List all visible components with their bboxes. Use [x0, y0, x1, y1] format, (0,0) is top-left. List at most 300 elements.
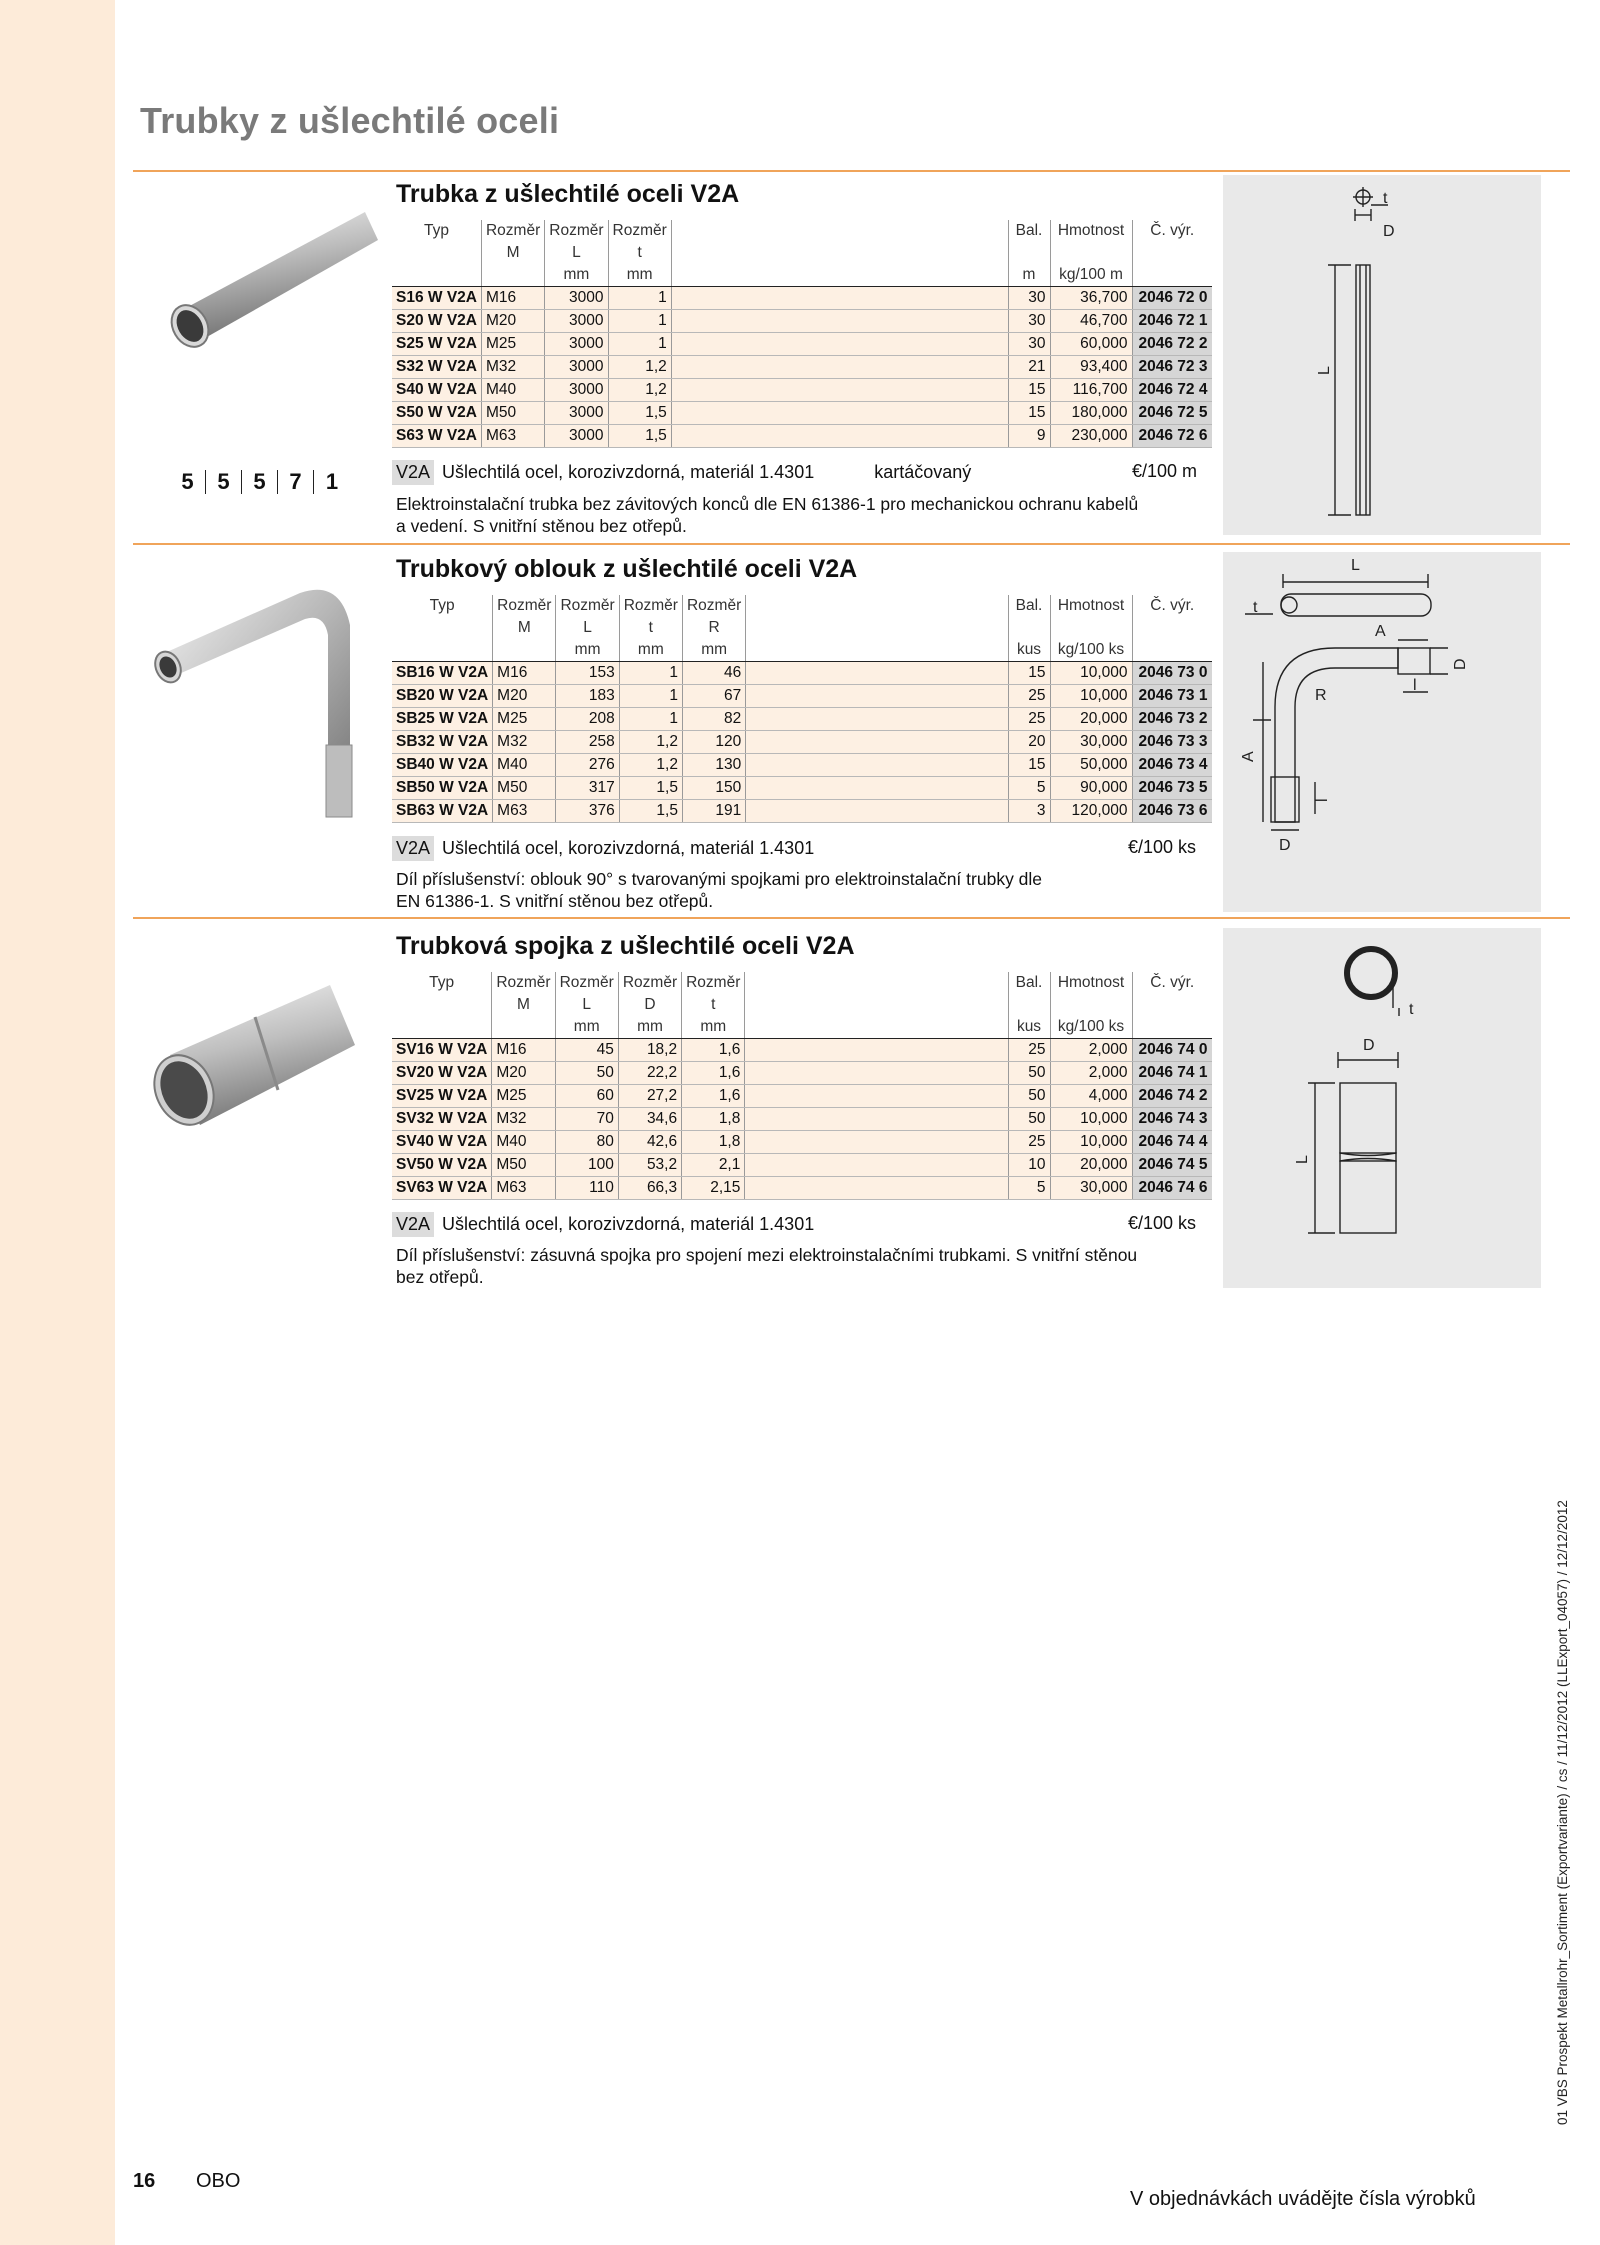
article-number: 2046 74 3 — [1132, 1108, 1212, 1131]
col-header: M — [492, 994, 555, 1016]
spacer — [671, 379, 1008, 402]
length-cell: 376 — [556, 800, 619, 823]
pack-cell: 25 — [1008, 1039, 1050, 1062]
spacer — [745, 972, 1008, 994]
length-cell: 50 — [555, 1062, 618, 1085]
thickness-cell: 1,6 — [682, 1039, 745, 1062]
col-header: Rozměr — [493, 595, 556, 617]
unit-cell: kg/100 ks — [1050, 1016, 1132, 1039]
size-cell: M50 — [492, 1154, 555, 1177]
spacer — [671, 425, 1008, 448]
table-row — [392, 356, 1212, 379]
thickness-cell: 1,8 — [682, 1131, 745, 1154]
size-cell: M20 — [493, 685, 556, 708]
price-unit: €/100 ks — [1128, 837, 1197, 857]
pack-cell: 15 — [1008, 662, 1050, 685]
col-header — [1132, 242, 1212, 264]
size-cell: M50 — [481, 402, 544, 425]
table-row — [392, 402, 1212, 425]
tube-bend-photo — [140, 565, 390, 835]
drawing-label: t — [1253, 599, 1258, 616]
col-header: Bal. — [1008, 595, 1050, 617]
table-row — [392, 287, 1212, 310]
drawing-label: R — [1315, 687, 1327, 704]
article-number: 2046 72 5 — [1132, 402, 1212, 425]
left-margin-band — [0, 0, 115, 2245]
col-header — [1050, 617, 1132, 639]
col-header: Rozměr — [555, 972, 618, 994]
col-header: Č. výr. — [1132, 220, 1212, 242]
pack-cell: 25 — [1008, 685, 1050, 708]
thickness-cell: 1,5 — [619, 800, 682, 823]
weight-cell: 4,000 — [1050, 1085, 1132, 1108]
finish-text: kartáčovaný — [874, 462, 972, 482]
material-line — [392, 460, 971, 485]
article-number: 2046 73 0 — [1132, 662, 1212, 685]
weight-cell: 2,000 — [1050, 1039, 1132, 1062]
table-row — [392, 1131, 1212, 1154]
unit-cell: kg/100 m — [1050, 264, 1132, 287]
size-cell: M40 — [492, 1131, 555, 1154]
weight-cell: 10,000 — [1050, 1108, 1132, 1131]
section-title: Trubková spojka z ušlechtilé oceli V2A — [396, 932, 855, 960]
drawing-label: D — [1363, 1037, 1375, 1054]
spacer — [745, 1039, 1008, 1062]
diameter-cell: 42,6 — [618, 1131, 681, 1154]
length-cell: 183 — [556, 685, 619, 708]
thickness-cell: 1,6 — [682, 1062, 745, 1085]
col-header: Hmotnost — [1050, 972, 1132, 994]
col-header: Rozměr — [618, 972, 681, 994]
type-cell: S32 W V2A — [392, 356, 481, 379]
diameter-cell: 18,2 — [618, 1039, 681, 1062]
length-cell: 45 — [555, 1039, 618, 1062]
size-cell: M20 — [481, 310, 544, 333]
spacer — [746, 754, 1008, 777]
spacer — [745, 1131, 1008, 1154]
tube-dimension-drawing — [1223, 175, 1541, 535]
thickness-cell: 1 — [619, 685, 682, 708]
material-line — [392, 836, 814, 861]
size-cell: M16 — [492, 1039, 555, 1062]
table-row — [392, 777, 1212, 800]
article-number: 2046 73 6 — [1132, 800, 1212, 823]
col-header: M — [481, 242, 544, 264]
spacer — [746, 662, 1008, 685]
price-unit: €/100 m — [1132, 461, 1198, 481]
article-number: 2046 72 2 — [1132, 333, 1212, 356]
article-number: 2046 72 4 — [1132, 379, 1212, 402]
pack-cell: 30 — [1008, 310, 1050, 333]
product-table — [392, 595, 1212, 823]
thickness-cell: 1,5 — [619, 777, 682, 800]
material-line — [392, 1212, 814, 1237]
size-cell: M63 — [492, 1177, 555, 1200]
table-row — [392, 1085, 1212, 1108]
spacer — [671, 356, 1008, 379]
weight-cell: 10,000 — [1050, 662, 1132, 685]
col-header: Typ — [424, 222, 449, 239]
article-number: 2046 73 5 — [1132, 777, 1212, 800]
length-cell: 3000 — [545, 379, 608, 402]
spacer — [746, 708, 1008, 731]
table-row — [392, 333, 1212, 356]
pack-cell: 50 — [1008, 1062, 1050, 1085]
type-cell: S16 W V2A — [392, 287, 481, 310]
length-cell: 276 — [556, 754, 619, 777]
weight-cell: 10,000 — [1050, 685, 1132, 708]
spacer — [746, 777, 1008, 800]
description-line: bez otřepů. — [396, 1267, 484, 1287]
material-tag: V2A — [392, 836, 434, 861]
col-header: M — [493, 617, 556, 639]
type-cell: SB63 W V2A — [392, 800, 493, 823]
drawing-label: L — [1316, 366, 1333, 375]
straight-tube-photo — [160, 200, 380, 380]
length-cell: 317 — [556, 777, 619, 800]
type-cell: S40 W V2A — [392, 379, 481, 402]
unit-cell — [1132, 639, 1212, 662]
page-title: Trubky z ušlechtilé oceli — [140, 100, 560, 141]
thickness-cell: 1,6 — [682, 1085, 745, 1108]
pack-cell: 30 — [1008, 333, 1050, 356]
col-header — [392, 242, 481, 264]
size-cell: M32 — [492, 1108, 555, 1131]
footer-note: V objednávkách uvádějte čísla výrobků — [1130, 2188, 1476, 2210]
size-cell: M20 — [492, 1062, 555, 1085]
description-line: Elektroinstalační trubka bez závitových konců dle EN 61386-1 pro mechanickou ochranu kabelů — [396, 494, 1139, 514]
col-header: L — [556, 617, 619, 639]
article-number: 2046 74 0 — [1132, 1039, 1212, 1062]
spacer — [745, 1108, 1008, 1131]
type-cell: SV63 W V2A — [392, 1177, 492, 1200]
col-header: Typ — [429, 597, 455, 614]
material-text: Ušlechtilá ocel, korozivzdorná, materiál 1.4301 — [442, 462, 815, 482]
length-cell: 3000 — [545, 287, 608, 310]
col-header — [1050, 994, 1132, 1016]
col-header: Hmotnost — [1050, 595, 1132, 617]
col-header: Rozměr — [608, 220, 671, 242]
type-cell: SV32 W V2A — [392, 1108, 492, 1131]
unit-cell: kus — [1008, 639, 1050, 662]
col-header: R — [682, 617, 745, 639]
rating-badge — [170, 470, 350, 494]
product-description — [396, 493, 1138, 537]
table-row — [392, 1062, 1212, 1085]
weight-cell: 116,700 — [1050, 379, 1132, 402]
size-cell: M40 — [481, 379, 544, 402]
col-header: Rozměr — [556, 595, 619, 617]
unit-cell — [481, 264, 544, 287]
size-cell: M40 — [493, 754, 556, 777]
article-number: 2046 74 6 — [1132, 1177, 1212, 1200]
size-cell: M32 — [493, 731, 556, 754]
col-header — [1008, 242, 1050, 264]
length-cell: 3000 — [545, 425, 608, 448]
pack-cell: 30 — [1008, 287, 1050, 310]
length-cell: 100 — [555, 1154, 618, 1177]
table-row — [392, 1177, 1212, 1200]
spacer — [746, 685, 1008, 708]
col-header: Rozměr — [492, 972, 555, 994]
unit-cell: mm — [545, 264, 608, 287]
diameter-cell: 66,3 — [618, 1177, 681, 1200]
type-cell: SB32 W V2A — [392, 731, 493, 754]
unit-cell — [1132, 1016, 1212, 1039]
col-header: L — [545, 242, 608, 264]
weight-cell: 46,700 — [1050, 310, 1132, 333]
radius-cell: 82 — [682, 708, 745, 731]
spacer — [671, 264, 1008, 287]
article-number: 2046 73 2 — [1132, 708, 1212, 731]
unit-cell: m — [1008, 264, 1050, 287]
material-tag: V2A — [392, 1212, 434, 1237]
unit-cell: mm — [682, 639, 745, 662]
col-header — [1050, 242, 1132, 264]
radius-cell: 191 — [682, 800, 745, 823]
length-cell: 60 — [555, 1085, 618, 1108]
table-row — [392, 708, 1212, 731]
thickness-cell: 1,5 — [608, 402, 671, 425]
drawing-label: t — [1409, 1001, 1414, 1018]
unit-cell: mm — [608, 264, 671, 287]
type-cell: S25 W V2A — [392, 333, 481, 356]
diameter-cell: 22,2 — [618, 1062, 681, 1085]
col-header: t — [619, 617, 682, 639]
col-header: Bal. — [1008, 220, 1050, 242]
brand-name: OBO — [196, 2170, 241, 2192]
weight-cell: 20,000 — [1050, 708, 1132, 731]
coupling-dimension-drawing — [1223, 928, 1541, 1288]
article-number: 2046 72 1 — [1132, 310, 1212, 333]
description-line: Díl příslušenství: oblouk 90° s tvarovanými spojkami pro elektroinstalační trubky dle — [396, 869, 1043, 889]
length-cell: 80 — [555, 1131, 618, 1154]
pack-cell: 9 — [1008, 425, 1050, 448]
size-cell: M16 — [493, 662, 556, 685]
spacer — [745, 1016, 1008, 1039]
type-cell: SB16 W V2A — [392, 662, 493, 685]
unit-cell — [392, 264, 481, 287]
article-number: 2046 72 3 — [1132, 356, 1212, 379]
col-header: Bal. — [1008, 972, 1050, 994]
rating-digit: 5 — [242, 470, 278, 494]
unit-cell — [392, 1016, 492, 1039]
product-description — [396, 868, 1042, 912]
length-cell: 3000 — [545, 310, 608, 333]
drawing-label: D — [1452, 658, 1469, 670]
thickness-cell: 1 — [619, 708, 682, 731]
spacer — [746, 639, 1008, 662]
description-line: Díl příslušenství: zásuvná spojka pro spojení mezi elektroinstalačními trubkami. S vnitřní stěnou — [396, 1245, 1138, 1265]
size-cell: M25 — [492, 1085, 555, 1108]
drawing-label: l — [1314, 798, 1331, 802]
pack-cell: 3 — [1008, 800, 1050, 823]
article-number: 2046 74 2 — [1132, 1085, 1212, 1108]
article-number: 2046 74 4 — [1132, 1131, 1212, 1154]
spacer — [745, 1085, 1008, 1108]
thickness-cell: 1 — [608, 333, 671, 356]
article-number: 2046 73 3 — [1132, 731, 1212, 754]
bend-dimension-drawing — [1223, 552, 1541, 912]
thickness-cell: 1,2 — [619, 731, 682, 754]
table-row — [392, 800, 1212, 823]
article-number: 2046 74 5 — [1132, 1154, 1212, 1177]
pack-cell: 50 — [1008, 1085, 1050, 1108]
col-header — [392, 617, 493, 639]
size-cell: M25 — [493, 708, 556, 731]
material-tag: V2A — [392, 460, 434, 485]
col-header — [392, 994, 492, 1016]
type-cell: SV50 W V2A — [392, 1154, 492, 1177]
section-title: Trubka z ušlechtilé oceli V2A — [396, 180, 740, 208]
pack-cell: 21 — [1008, 356, 1050, 379]
weight-cell: 30,000 — [1050, 731, 1132, 754]
weight-cell: 10,000 — [1050, 1131, 1132, 1154]
section-title: Trubkový oblouk z ušlechtilé oceli V2A — [396, 555, 858, 583]
length-cell: 3000 — [545, 356, 608, 379]
page-number: 16 — [133, 2170, 156, 2192]
col-header: Rozměr — [682, 972, 745, 994]
product-description — [396, 1244, 1137, 1288]
drawing-label: D — [1279, 837, 1291, 854]
weight-cell: 120,000 — [1050, 800, 1132, 823]
unit-cell — [1132, 264, 1212, 287]
tube-coupling-photo — [150, 975, 360, 1135]
length-cell: 258 — [556, 731, 619, 754]
section-divider — [133, 917, 1570, 919]
unit-cell: mm — [619, 639, 682, 662]
unit-cell: kg/100 ks — [1050, 639, 1132, 662]
type-cell: SB40 W V2A — [392, 754, 493, 777]
unit-cell — [392, 639, 493, 662]
col-header — [1008, 617, 1050, 639]
section-divider — [133, 543, 1570, 545]
article-number: 2046 72 0 — [1132, 287, 1212, 310]
unit-cell — [493, 639, 556, 662]
col-header — [1132, 994, 1212, 1016]
description-line: EN 61386-1. S vnitřní stěnou bez otřepů. — [396, 891, 714, 911]
col-header: Rozměr — [682, 595, 745, 617]
col-header: Hmotnost — [1050, 220, 1132, 242]
drawing-label: L — [1351, 557, 1360, 574]
spacer — [745, 1177, 1008, 1200]
spacer — [746, 617, 1008, 639]
length-cell: 3000 — [545, 402, 608, 425]
length-cell: 153 — [556, 662, 619, 685]
drawing-label: D — [1383, 223, 1395, 240]
price-unit: €/100 ks — [1128, 1213, 1197, 1233]
weight-cell: 2,000 — [1050, 1062, 1132, 1085]
pack-cell: 10 — [1008, 1154, 1050, 1177]
size-cell: M16 — [481, 287, 544, 310]
spacer — [746, 595, 1008, 617]
type-cell: SB20 W V2A — [392, 685, 493, 708]
spacer — [671, 220, 1008, 242]
col-header: t — [608, 242, 671, 264]
radius-cell: 67 — [682, 685, 745, 708]
pack-cell: 15 — [1008, 754, 1050, 777]
article-number: 2046 73 4 — [1132, 754, 1212, 777]
table-row — [392, 1039, 1212, 1062]
pack-cell: 50 — [1008, 1108, 1050, 1131]
rating-digit: 1 — [325, 469, 339, 494]
type-cell: S50 W V2A — [392, 402, 481, 425]
col-header: t — [682, 994, 745, 1016]
col-header: D — [618, 994, 681, 1016]
col-header: Č. výr. — [1132, 595, 1212, 617]
unit-cell: mm — [556, 639, 619, 662]
length-cell: 208 — [556, 708, 619, 731]
pack-cell: 25 — [1008, 1131, 1050, 1154]
type-cell: SB50 W V2A — [392, 777, 493, 800]
spacer — [671, 310, 1008, 333]
size-cell: M63 — [493, 800, 556, 823]
pack-cell: 20 — [1008, 731, 1050, 754]
pack-cell: 15 — [1008, 379, 1050, 402]
table-row — [392, 379, 1212, 402]
spacer — [671, 333, 1008, 356]
table-row — [392, 1108, 1212, 1131]
product-table — [392, 220, 1212, 448]
unit-cell — [492, 1016, 555, 1039]
pack-cell: 5 — [1008, 777, 1050, 800]
table-row — [392, 1154, 1212, 1177]
col-header: Rozměr — [481, 220, 544, 242]
radius-cell: 150 — [682, 777, 745, 800]
size-cell: M25 — [481, 333, 544, 356]
thickness-cell: 1,5 — [608, 425, 671, 448]
col-header: Rozměr — [619, 595, 682, 617]
diameter-cell: 34,6 — [618, 1108, 681, 1131]
unit-cell: mm — [555, 1016, 618, 1039]
radius-cell: 130 — [682, 754, 745, 777]
col-header — [1008, 994, 1050, 1016]
spacer — [671, 402, 1008, 425]
length-cell: 110 — [555, 1177, 618, 1200]
weight-cell: 20,000 — [1050, 1154, 1132, 1177]
thickness-cell: 1,2 — [608, 379, 671, 402]
drawing-label: t — [1383, 190, 1388, 207]
weight-cell: 36,700 — [1050, 287, 1132, 310]
thickness-cell: 2,15 — [682, 1177, 745, 1200]
spacer — [745, 1062, 1008, 1085]
spacer — [671, 242, 1008, 264]
spacer — [746, 800, 1008, 823]
radius-cell: 120 — [682, 731, 745, 754]
article-number: 2046 73 1 — [1132, 685, 1212, 708]
unit-cell: mm — [682, 1016, 745, 1039]
type-cell: SV25 W V2A — [392, 1085, 492, 1108]
thickness-cell: 1,8 — [682, 1108, 745, 1131]
rating-digit: 7 — [278, 470, 314, 494]
rating-digit: 5 — [206, 470, 242, 494]
thickness-cell: 1,2 — [608, 356, 671, 379]
type-cell: SB25 W V2A — [392, 708, 493, 731]
article-number: 2046 72 6 — [1132, 425, 1212, 448]
table-row — [392, 425, 1212, 448]
weight-cell: 90,000 — [1050, 777, 1132, 800]
weight-cell: 30,000 — [1050, 1177, 1132, 1200]
weight-cell: 230,000 — [1050, 425, 1132, 448]
material-text: Ušlechtilá ocel, korozivzdorná, materiál 1.4301 — [442, 838, 815, 858]
type-cell: S20 W V2A — [392, 310, 481, 333]
type-cell: S63 W V2A — [392, 425, 481, 448]
pack-cell: 15 — [1008, 402, 1050, 425]
rating-digit: 5 — [170, 470, 206, 494]
unit-cell: mm — [618, 1016, 681, 1039]
weight-cell: 180,000 — [1050, 402, 1132, 425]
col-header — [1132, 617, 1212, 639]
